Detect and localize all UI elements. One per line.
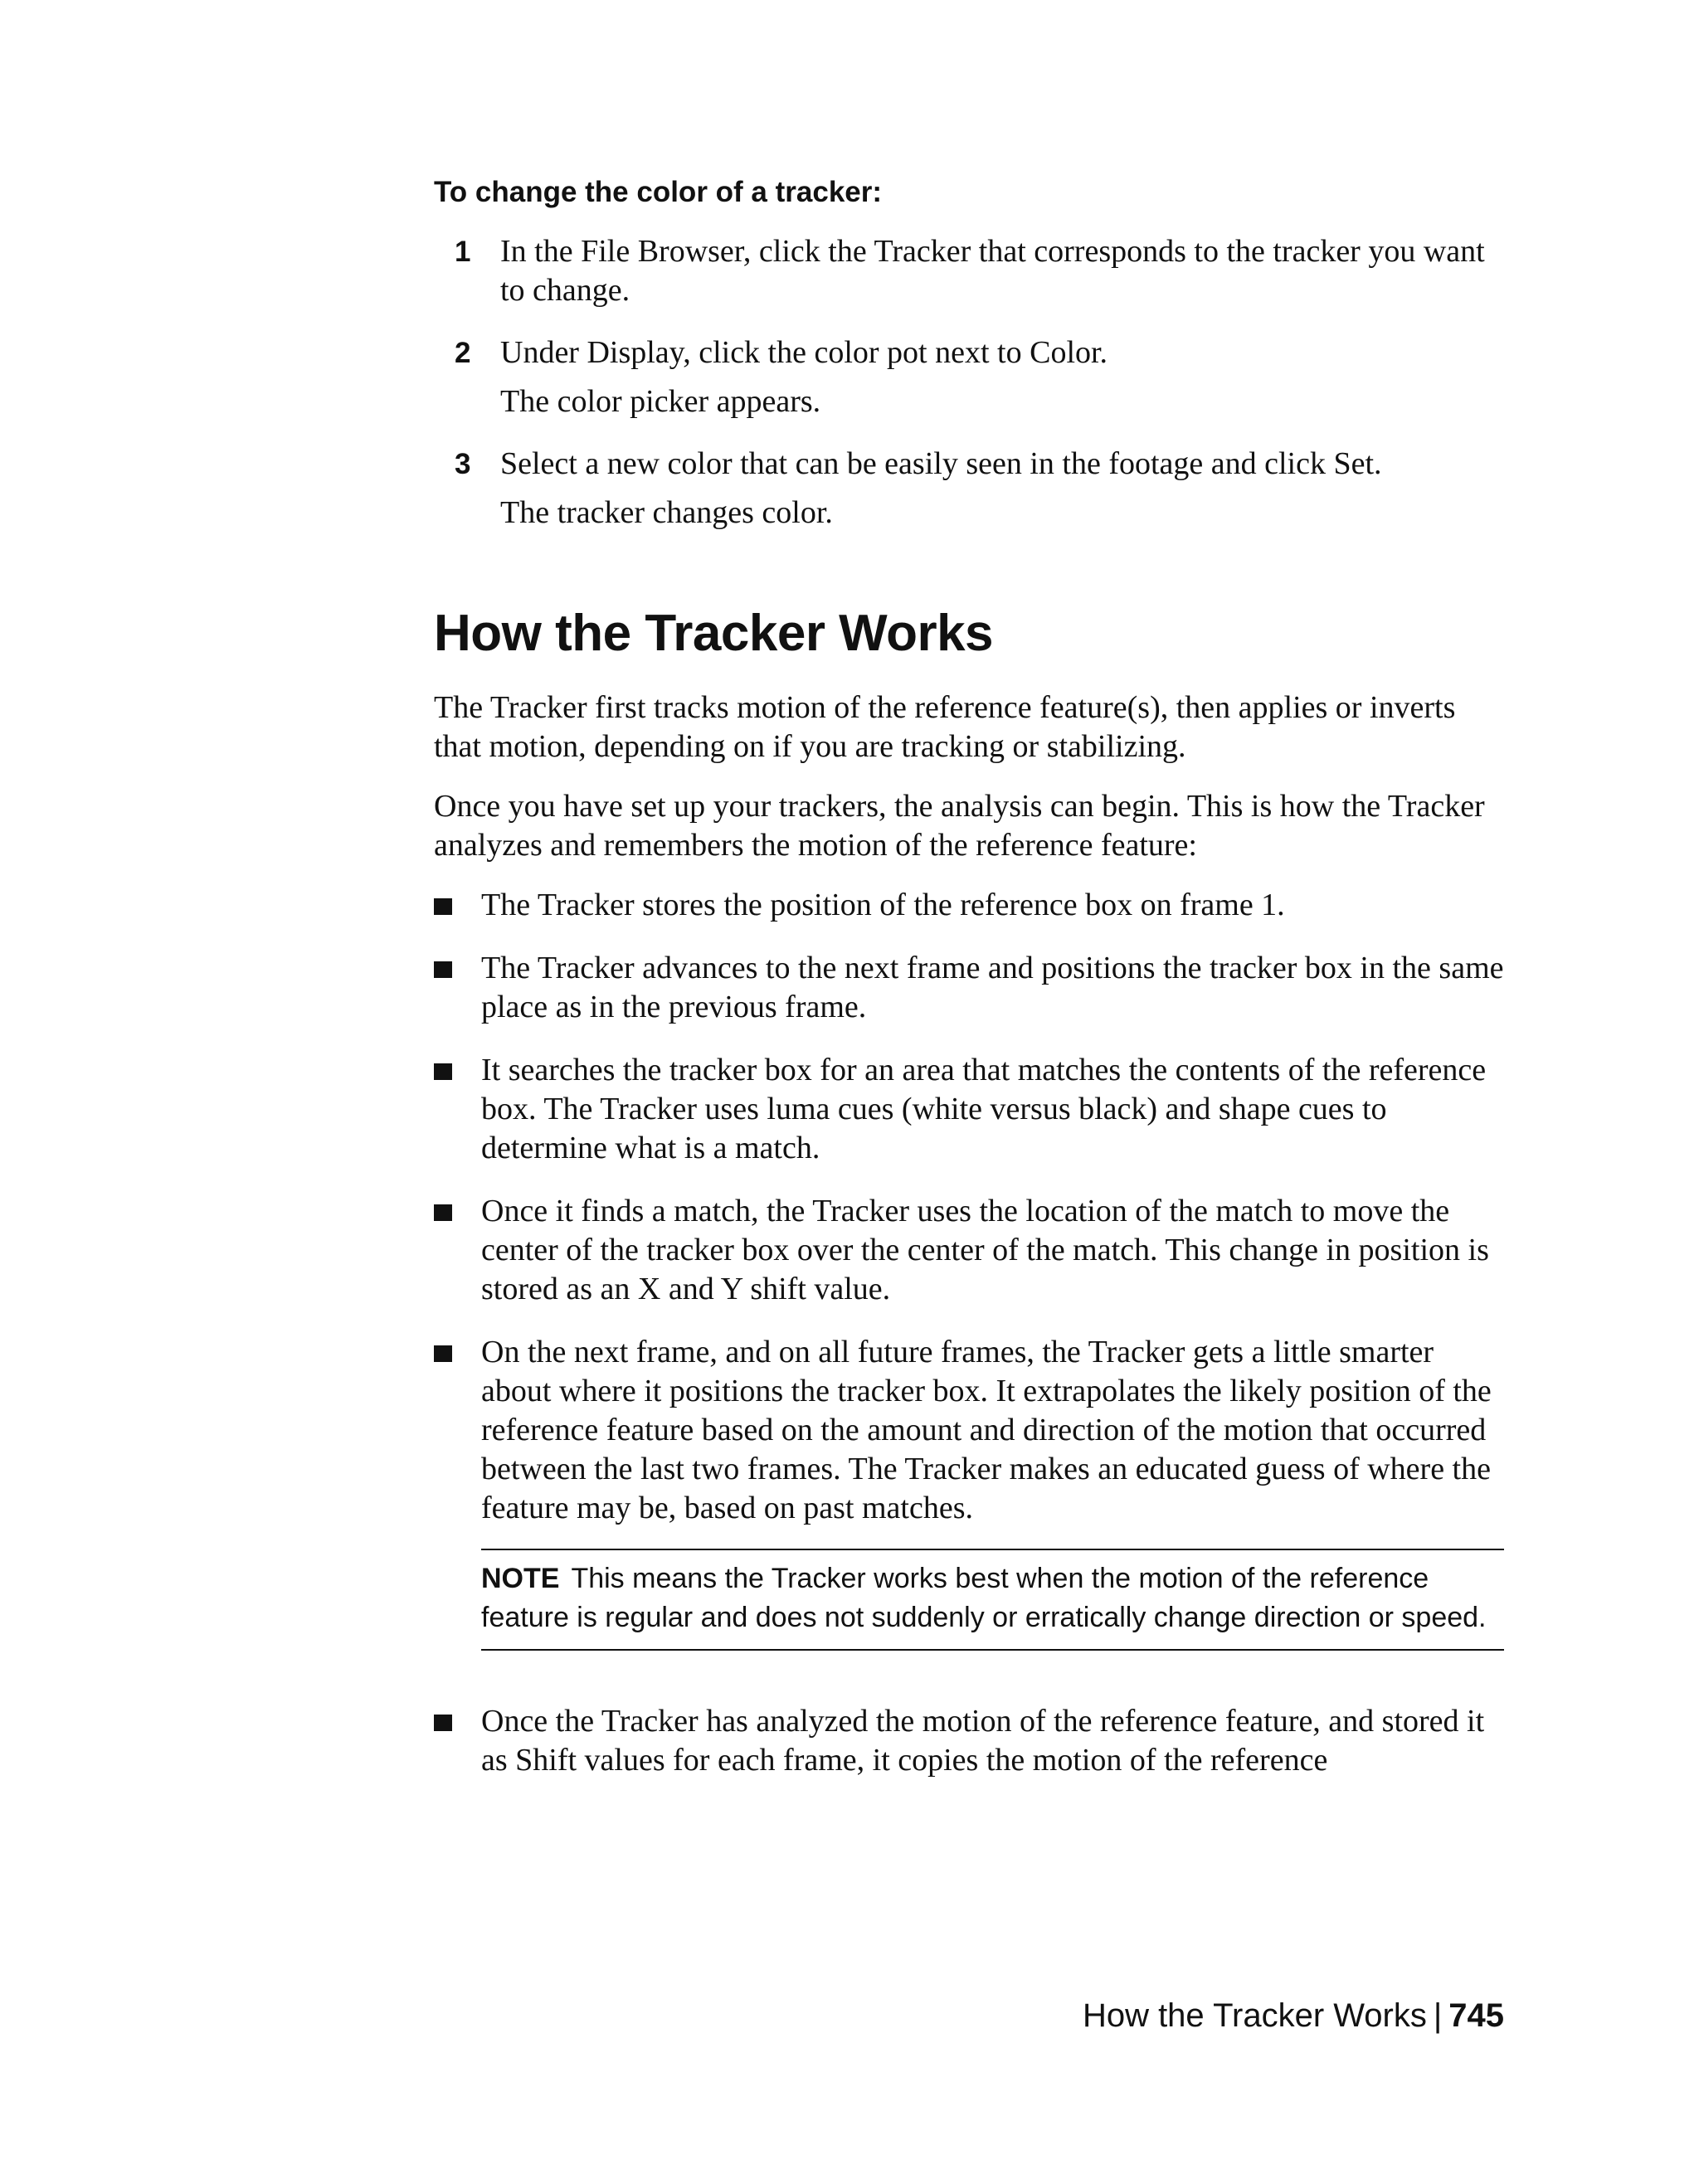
list-item (434, 1333, 1504, 1528)
bullet-square-icon (434, 1204, 452, 1221)
step-result: The tracker changes color. (500, 495, 833, 530)
list-item-text: The Tracker advances to the next frame and positions the tracker box in the same place as in the previous frame. (481, 951, 1504, 1024)
step-number: 2 (455, 337, 471, 369)
step-result: The color picker appears. (500, 384, 821, 419)
procedure-step-2 (434, 333, 1504, 421)
list-item-text: On the next frame, and on all future frames, the Tracker gets a little smarter about where it positions the tracker box. It extrapolates the likely position of the reference feature based on the amount and direction of the motion that occurred between the last two frames. The Tracker makes an educated guess of where the feature may be, based on past matches. (481, 1335, 1492, 1525)
procedure-title: To change the color of a tracker: (434, 176, 883, 208)
list-item (434, 1702, 1504, 1780)
footer-separator: | (1433, 1997, 1443, 2034)
list-item (434, 1051, 1504, 1168)
list-item-text: Once the Tracker has analyzed the motion of the reference feature, and stored it as Shift values for each frame, it copies the motion of the reference (481, 1704, 1485, 1778)
list-item-text: The Tracker stores the position of the reference box on frame 1. (481, 888, 1285, 922)
page-number: 745 (1448, 1997, 1504, 2034)
procedure-step-1 (434, 232, 1504, 310)
step-text: Select a new color that can be easily seen in the footage and click Set. (500, 446, 1382, 481)
step-number: 1 (455, 236, 471, 268)
page-content (434, 174, 1504, 1804)
procedure-step-3 (434, 445, 1504, 533)
section-heading: How the Tracker Works (434, 605, 994, 662)
intro-paragraph: The Tracker first tracks motion of the reference feature(s), then applies or inverts that motion, depending on if you are tracking or stabilizing. (434, 690, 1456, 764)
list-item (434, 1192, 1504, 1309)
step-text: Under Display, click the color pot next to Color. (500, 335, 1108, 370)
step-number: 3 (455, 448, 471, 480)
list-item (434, 949, 1504, 1027)
bullet-square-icon (434, 1345, 452, 1362)
note-text: This means the Tracker works best when the motion of the reference feature is regular and does not suddenly or erratically change direction or speed. (481, 1563, 1487, 1633)
list-item (434, 886, 1504, 925)
bullet-square-icon (434, 898, 452, 915)
page-footer (1083, 1995, 1504, 2036)
footer-section-title: How the Tracker Works (1082, 1997, 1427, 2034)
list-item-text: It searches the tracker box for an area that matches the contents of the reference box. The Tracker uses luma cues (white versus black) and shape cues to determine what is a match. (481, 1053, 1487, 1165)
step-text: In the File Browser, click the Tracker that corresponds to the tracker you want to change. (500, 234, 1485, 308)
list-item-text: Once it finds a match, the Tracker uses the location of the match to move the center of the tracker box over the center of the match. This change in position is stored as an X and Y shift value. (481, 1194, 1489, 1306)
note-box (481, 1549, 1504, 1651)
bullet-square-icon (434, 961, 452, 978)
bullet-square-icon (434, 1063, 452, 1080)
bullet-square-icon (434, 1715, 452, 1731)
analysis-paragraph: Once you have set up your trackers, the analysis can begin. This is how the Tracker analyzes and remembers the motion of the reference feature: (434, 789, 1485, 863)
note-label: NOTE (481, 1563, 560, 1594)
